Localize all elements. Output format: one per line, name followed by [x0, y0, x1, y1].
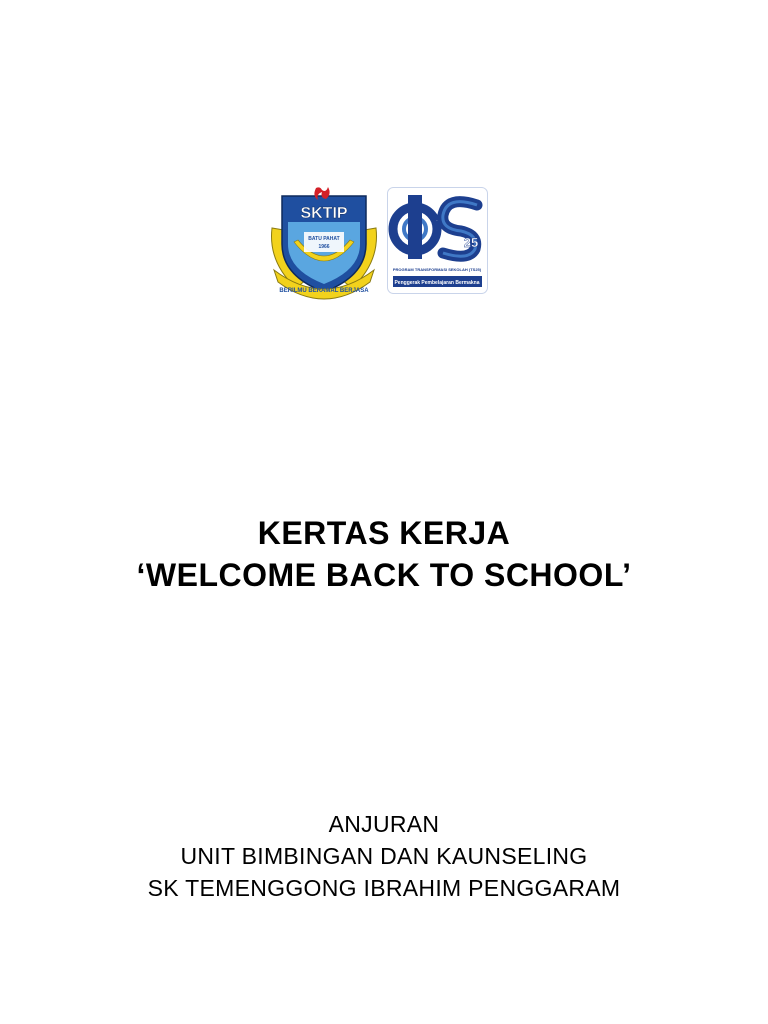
organizer-unit: UNIT BIMBINGAN DAN KAUNSELING — [180, 843, 588, 869]
organizer-block — [0, 808, 768, 904]
logo-group — [266, 184, 490, 300]
ts25-program-text: PROGRAM TRANSFORMASI SEKOLAH (TS25) — [392, 267, 482, 272]
crest-name: SKTIP — [300, 205, 348, 222]
crest-year: 1966 — [318, 244, 330, 250]
title-line-welcome-back: ‘WELCOME BACK TO SCHOOL’ — [136, 557, 632, 593]
school-crest-logo — [266, 184, 382, 300]
organizer-school: SK TEMENGGONG IBRAHIM PENGGARAM — [147, 875, 621, 901]
document-title — [0, 512, 768, 596]
ts25-number: 25 — [463, 235, 479, 250]
organizer-label: ANJURAN — [328, 811, 440, 837]
title-line-kertas-kerja: KERTAS KERJA — [257, 515, 511, 551]
ts25-tagline: Penggerak Pembelajaran Bermakna — [394, 280, 480, 286]
ts25-mark: tS — [436, 221, 438, 222]
crest-ribbon-text: BERILMU BERAMAL BERJASA — [279, 288, 369, 294]
crest-place: BATU PAHAT — [308, 236, 340, 242]
ts25-program-logo — [387, 187, 488, 294]
